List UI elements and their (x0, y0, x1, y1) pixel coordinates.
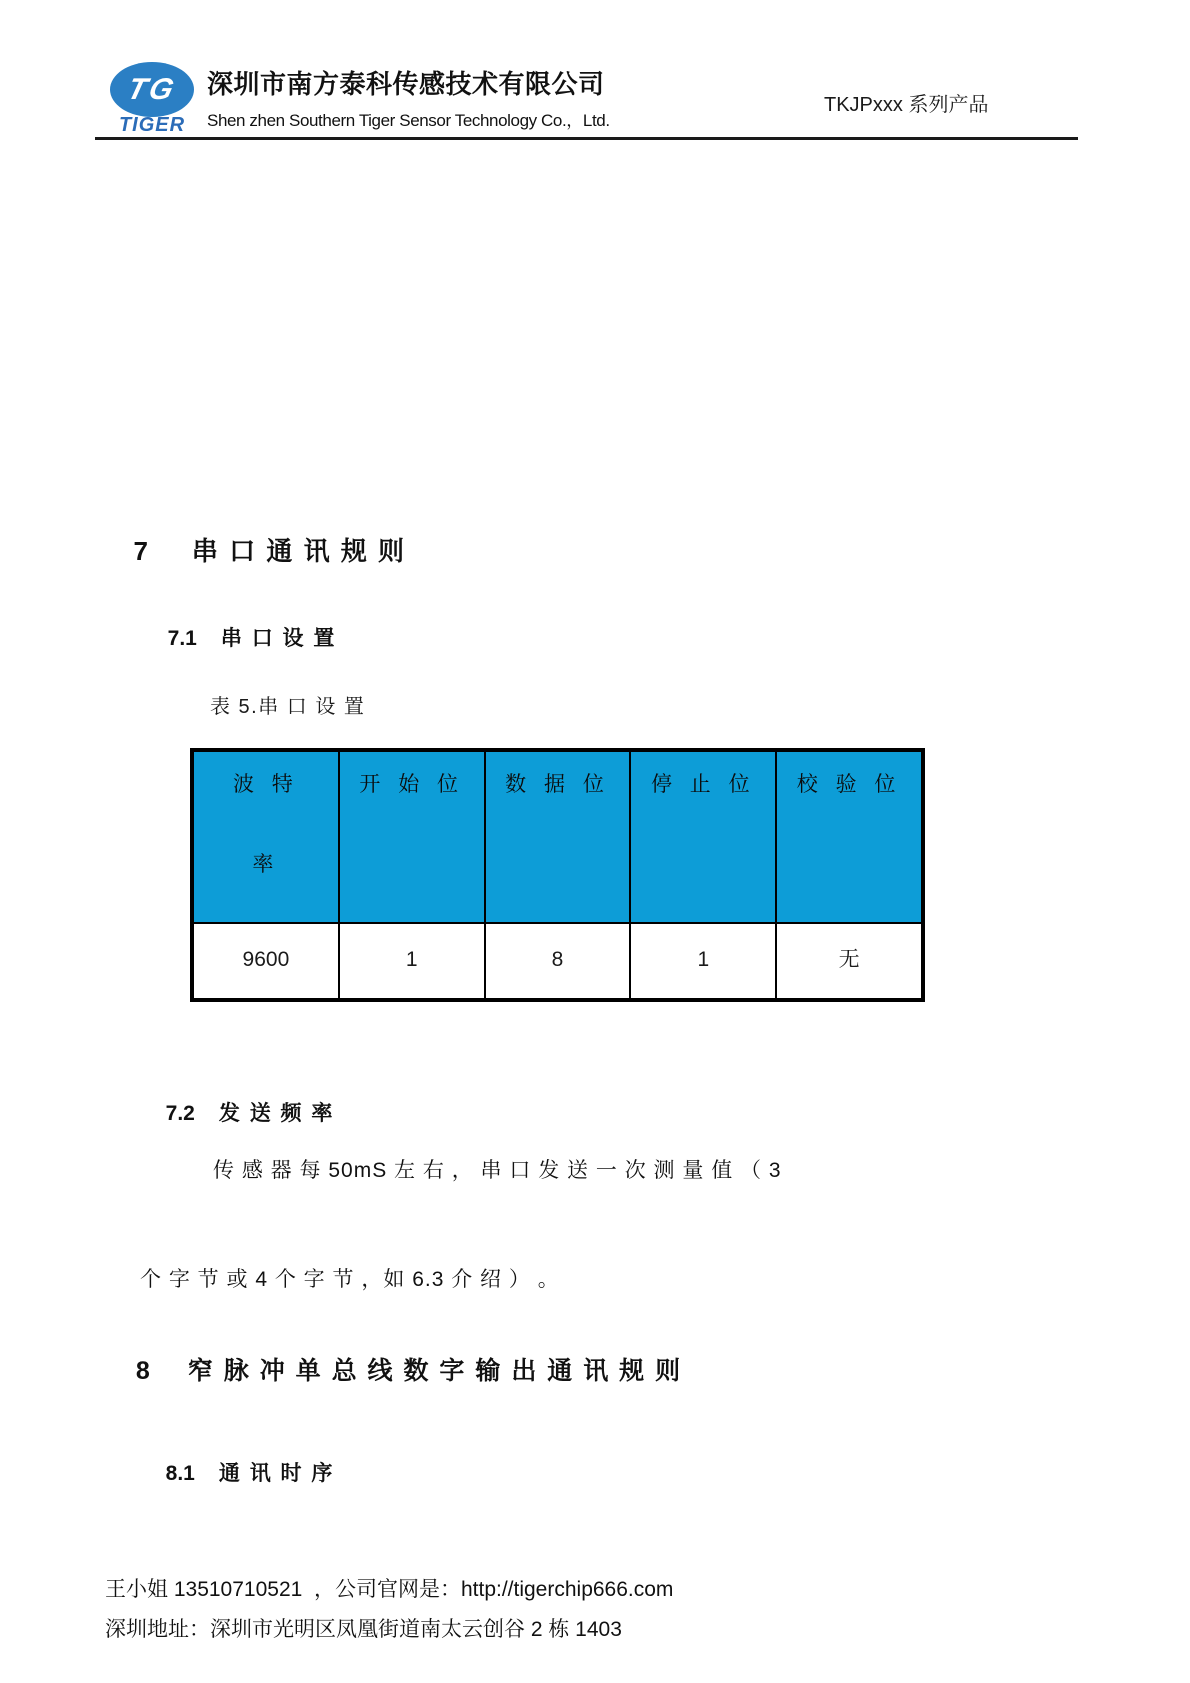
section-7-2-heading (150, 1073, 334, 1127)
header-cell-stop-bit-label: 停 止 位 (650, 773, 756, 796)
header-cell-start-bit-label: 开 始 位 (359, 773, 465, 796)
section-8-number: 8 (135, 1357, 150, 1385)
section-7-number: 7 (133, 536, 148, 566)
header-cell-baud-rate (194, 752, 338, 922)
header-cell-data-bit (484, 752, 630, 922)
table-caption: 表 5.串 口 设 置 (210, 696, 366, 718)
table-header-row (194, 752, 921, 922)
cell-data-bit-value: 8 (484, 924, 630, 998)
section-7-heading (115, 500, 406, 568)
header-divider (95, 137, 1078, 140)
header-cell-parity-bit-label: 校 验 位 (796, 773, 902, 796)
section-8-title: 窄 脉 冲 单 总 线 数 字 输 出 通 讯 规 则 (187, 1357, 683, 1385)
header-cell-start-bit (338, 752, 484, 922)
section-7-2-number: 7.2 (165, 1102, 195, 1125)
section-8-1-title: 通 讯 时 序 (218, 1462, 335, 1485)
header-cell-parity-bit (775, 752, 921, 922)
cell-baud-rate-value: 9600 (242, 948, 290, 971)
cell-start-bit-value: 1 (338, 924, 484, 998)
section-8-heading (118, 1322, 682, 1387)
section-7-1-title: 串 口 设 置 (220, 627, 337, 650)
company-name-cn: 深圳市南方泰科传感技术有限公司 (207, 69, 605, 99)
footer-address-line: 深圳地址：深圳市光明区凤凰街道南太云创谷 2 栋 1403 (105, 1618, 622, 1641)
paragraph-line-1: 传 感 器 每 50mS 左 右 ， 串 口 发 送 一 次 测 量 值 （ 3 (213, 1159, 782, 1182)
section-7-title: 串 口 通 讯 规 则 (191, 536, 407, 566)
tiger-logo-brand-text: TIGER (118, 114, 186, 136)
product-series-label: TKJPxxx 系列产品 (824, 94, 989, 116)
header-cell-data-bit-label: 数 据 位 (505, 773, 610, 796)
header-cell-stop-bit (629, 752, 775, 922)
header-cell-baud-rate-line1: 波 特 (232, 773, 299, 796)
section-7-1-heading (152, 598, 336, 652)
paragraph-line-2: 个 字 节 或 4 个 字 节 ，如 6.3 介 绍 ） 。 (140, 1268, 560, 1291)
header-cell-baud-rate-line2: 率 (252, 853, 280, 876)
section-8-1-number: 8.1 (165, 1462, 195, 1485)
tiger-logo-monogram-icon: TG (124, 72, 181, 106)
company-name-en: Shen zhen Southern Tiger Sensor Technology Co.，Ltd. (207, 111, 610, 130)
serial-settings-table (190, 748, 925, 1002)
footer-contact-line: 王小姐 13510710521 ，公司官网是：http://tigerchip666.com (105, 1578, 674, 1601)
section-7-2-title: 发 送 频 率 (218, 1102, 335, 1125)
section-7-1-number: 7.1 (167, 627, 197, 650)
cell-stop-bit-value: 1 (629, 924, 775, 998)
table-data-row (194, 922, 921, 998)
cell-parity-bit-value: 无 (775, 924, 921, 998)
tiger-logo-ellipse (110, 62, 194, 117)
section-8-1-heading (150, 1433, 334, 1487)
